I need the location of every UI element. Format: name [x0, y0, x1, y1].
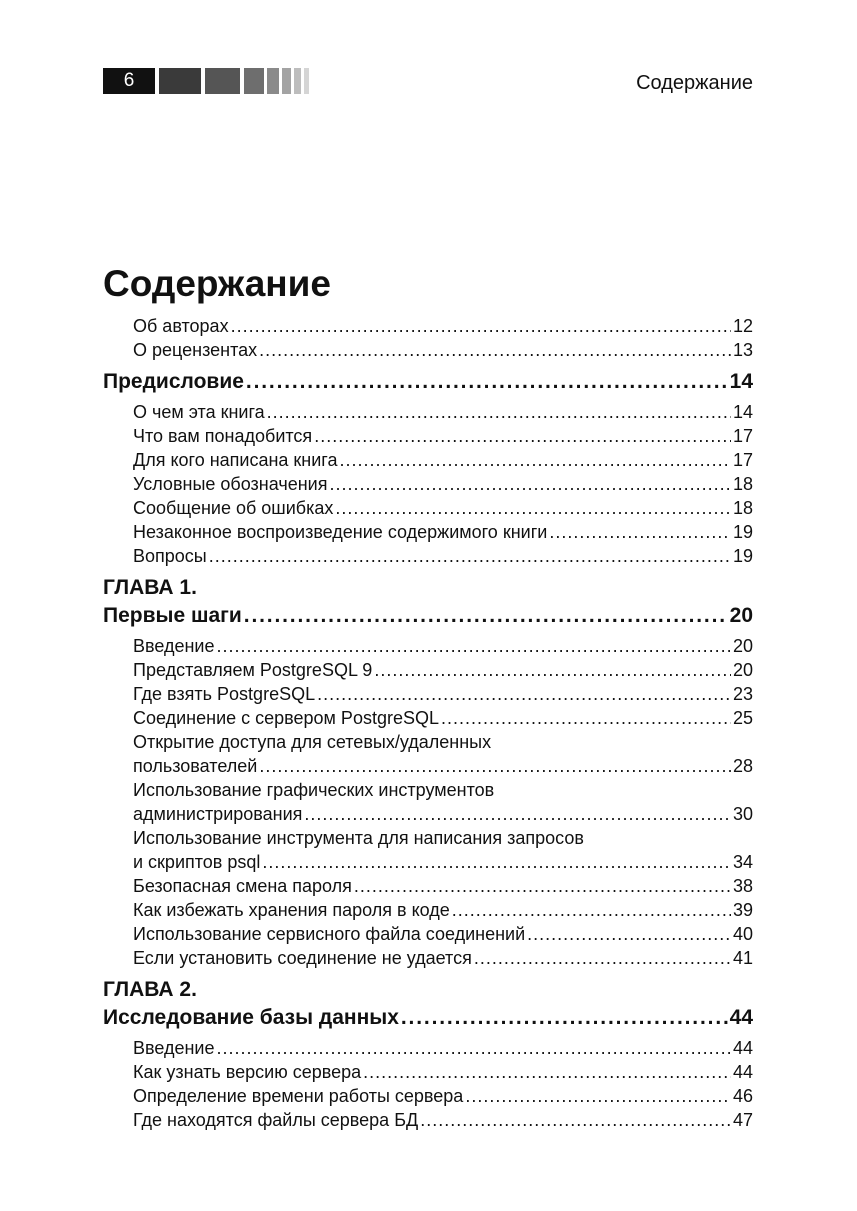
header-bar	[282, 68, 291, 94]
toc-entry-page: 39	[732, 900, 753, 920]
toc-entry-page: 20	[732, 660, 753, 680]
toc-entry-page: 30	[732, 804, 753, 824]
toc-entry-title: Условные обозначения	[133, 474, 328, 494]
toc-entry-page: 17	[732, 426, 753, 446]
toc-entry-page: 23	[732, 684, 753, 704]
toc-entry-title: Введение	[133, 1038, 215, 1058]
toc-entry	[133, 922, 753, 946]
toc-entry	[133, 424, 753, 448]
toc-entry-page: 40	[732, 924, 753, 944]
toc-entry	[133, 730, 753, 778]
toc-entry-title: и скриптов psql	[133, 852, 261, 872]
header-bar	[205, 68, 240, 94]
running-title: Содержание	[636, 72, 753, 94]
toc-entry-title: Об авторах	[133, 316, 229, 336]
toc-entry-page: 34	[732, 852, 753, 872]
toc-entry	[133, 544, 753, 568]
toc-entry-page: 41	[732, 948, 753, 968]
toc-entry-title: Где взять PostgreSQL	[133, 684, 316, 704]
header-bar	[294, 68, 301, 94]
toc-chapter-page: 44	[729, 1006, 753, 1029]
toc-entry-title: Представляем PostgreSQL 9	[133, 660, 373, 680]
toc-entry-title: О рецензентах	[133, 340, 258, 360]
toc-entry	[133, 448, 753, 472]
toc-entry	[133, 682, 753, 706]
toc-entry-title: администрирования	[133, 804, 303, 824]
toc-entry-title: Соединение с сервером PostgreSQL	[133, 708, 439, 728]
toc-entry-page: 18	[732, 498, 753, 518]
toc-entry	[133, 1060, 753, 1084]
toc-entry-page: 25	[732, 708, 753, 728]
toc-entry-title: Для кого написана книга	[133, 450, 338, 470]
toc-entry	[133, 520, 753, 544]
toc-entry-page: 28	[732, 756, 753, 776]
header-bar	[267, 68, 279, 94]
toc-entry	[133, 1036, 753, 1060]
toc-entry-title: Определение времени работы сервера	[133, 1086, 464, 1106]
toc-section-page: 14	[729, 370, 753, 393]
chapter-label: ГЛАВА 2.	[103, 978, 197, 1001]
toc-entry-title: Использование сервисного файла соединений	[133, 924, 526, 944]
toc-entry-page: 38	[732, 876, 753, 896]
toc-section-title: Предисловие	[103, 370, 244, 393]
toc-entry	[133, 658, 753, 682]
toc-entry-title-line1: Использование инструмента для написания запросов	[133, 828, 584, 848]
toc-entry-title: Введение	[133, 636, 215, 656]
toc-entry-title: О чем эта книга	[133, 402, 265, 422]
toc-entry	[133, 706, 753, 730]
header-bar	[244, 68, 264, 94]
toc-entry	[133, 1108, 753, 1132]
toc-entry-title: Безопасная смена пароля	[133, 876, 352, 896]
toc-section-preface	[103, 368, 753, 396]
toc-chapter-title: Исследование базы данных	[103, 1006, 399, 1029]
toc-entry	[133, 826, 753, 874]
header-bar	[159, 68, 201, 94]
toc-entry-page: 19	[732, 546, 753, 566]
toc-chapter-2	[103, 1004, 753, 1032]
toc-entry-title: Незаконное воспроизведение содержимого книги	[133, 522, 548, 542]
toc-entry	[133, 496, 753, 520]
toc-entry-page: 12	[732, 316, 753, 336]
toc-entry	[133, 400, 753, 424]
toc-entry	[133, 874, 753, 898]
toc-entry	[133, 338, 753, 362]
page-number: 6	[103, 68, 155, 94]
chapter-label: ГЛАВА 1.	[103, 576, 197, 599]
toc-chapter-title: Первые шаги	[103, 604, 242, 627]
toc-entry-title: Где находятся файлы сервера БД	[133, 1110, 419, 1130]
toc-entry	[133, 314, 753, 338]
toc-entry-page: 13	[732, 340, 753, 360]
page-header	[103, 68, 753, 96]
toc-entry-title-line1: Открытие доступа для сетевых/удаленных	[133, 732, 492, 752]
toc-entry-title: Как избежать хранения пароля в коде	[133, 900, 450, 920]
toc-entry-page: 46	[732, 1086, 753, 1106]
toc-entry	[133, 898, 753, 922]
toc-entry-page: 14	[732, 402, 753, 422]
toc-entry	[133, 472, 753, 496]
toc-entry	[133, 778, 753, 826]
toc-entry	[133, 1084, 753, 1108]
toc-entry-page: 17	[732, 450, 753, 470]
toc-entry-title: Сообщение об ошибках	[133, 498, 334, 518]
toc-entry	[133, 634, 753, 658]
toc-entry-page: 20	[732, 636, 753, 656]
page-title: Содержание	[103, 263, 331, 304]
toc-entry-title: Если установить соединение не удается	[133, 948, 472, 968]
toc-chapter-page: 20	[729, 604, 753, 627]
toc-chapter-1	[103, 602, 753, 630]
toc-entry-title: пользователей	[133, 756, 258, 776]
toc-entry-page: 18	[732, 474, 753, 494]
toc-entry-title: Вопросы	[133, 546, 207, 566]
header-bar	[304, 68, 309, 94]
toc-entry	[133, 946, 753, 970]
toc-entry-page: 44	[732, 1038, 753, 1058]
toc-entry-page: 19	[732, 522, 753, 542]
toc-entry-title-line1: Использование графических инструментов	[133, 780, 495, 800]
toc-entry-title: Что вам понадобится	[133, 426, 313, 446]
toc-entry-page: 44	[732, 1062, 753, 1082]
toc-entry-page: 47	[732, 1110, 753, 1130]
toc-entry-title: Как узнать версию сервера	[133, 1062, 362, 1082]
